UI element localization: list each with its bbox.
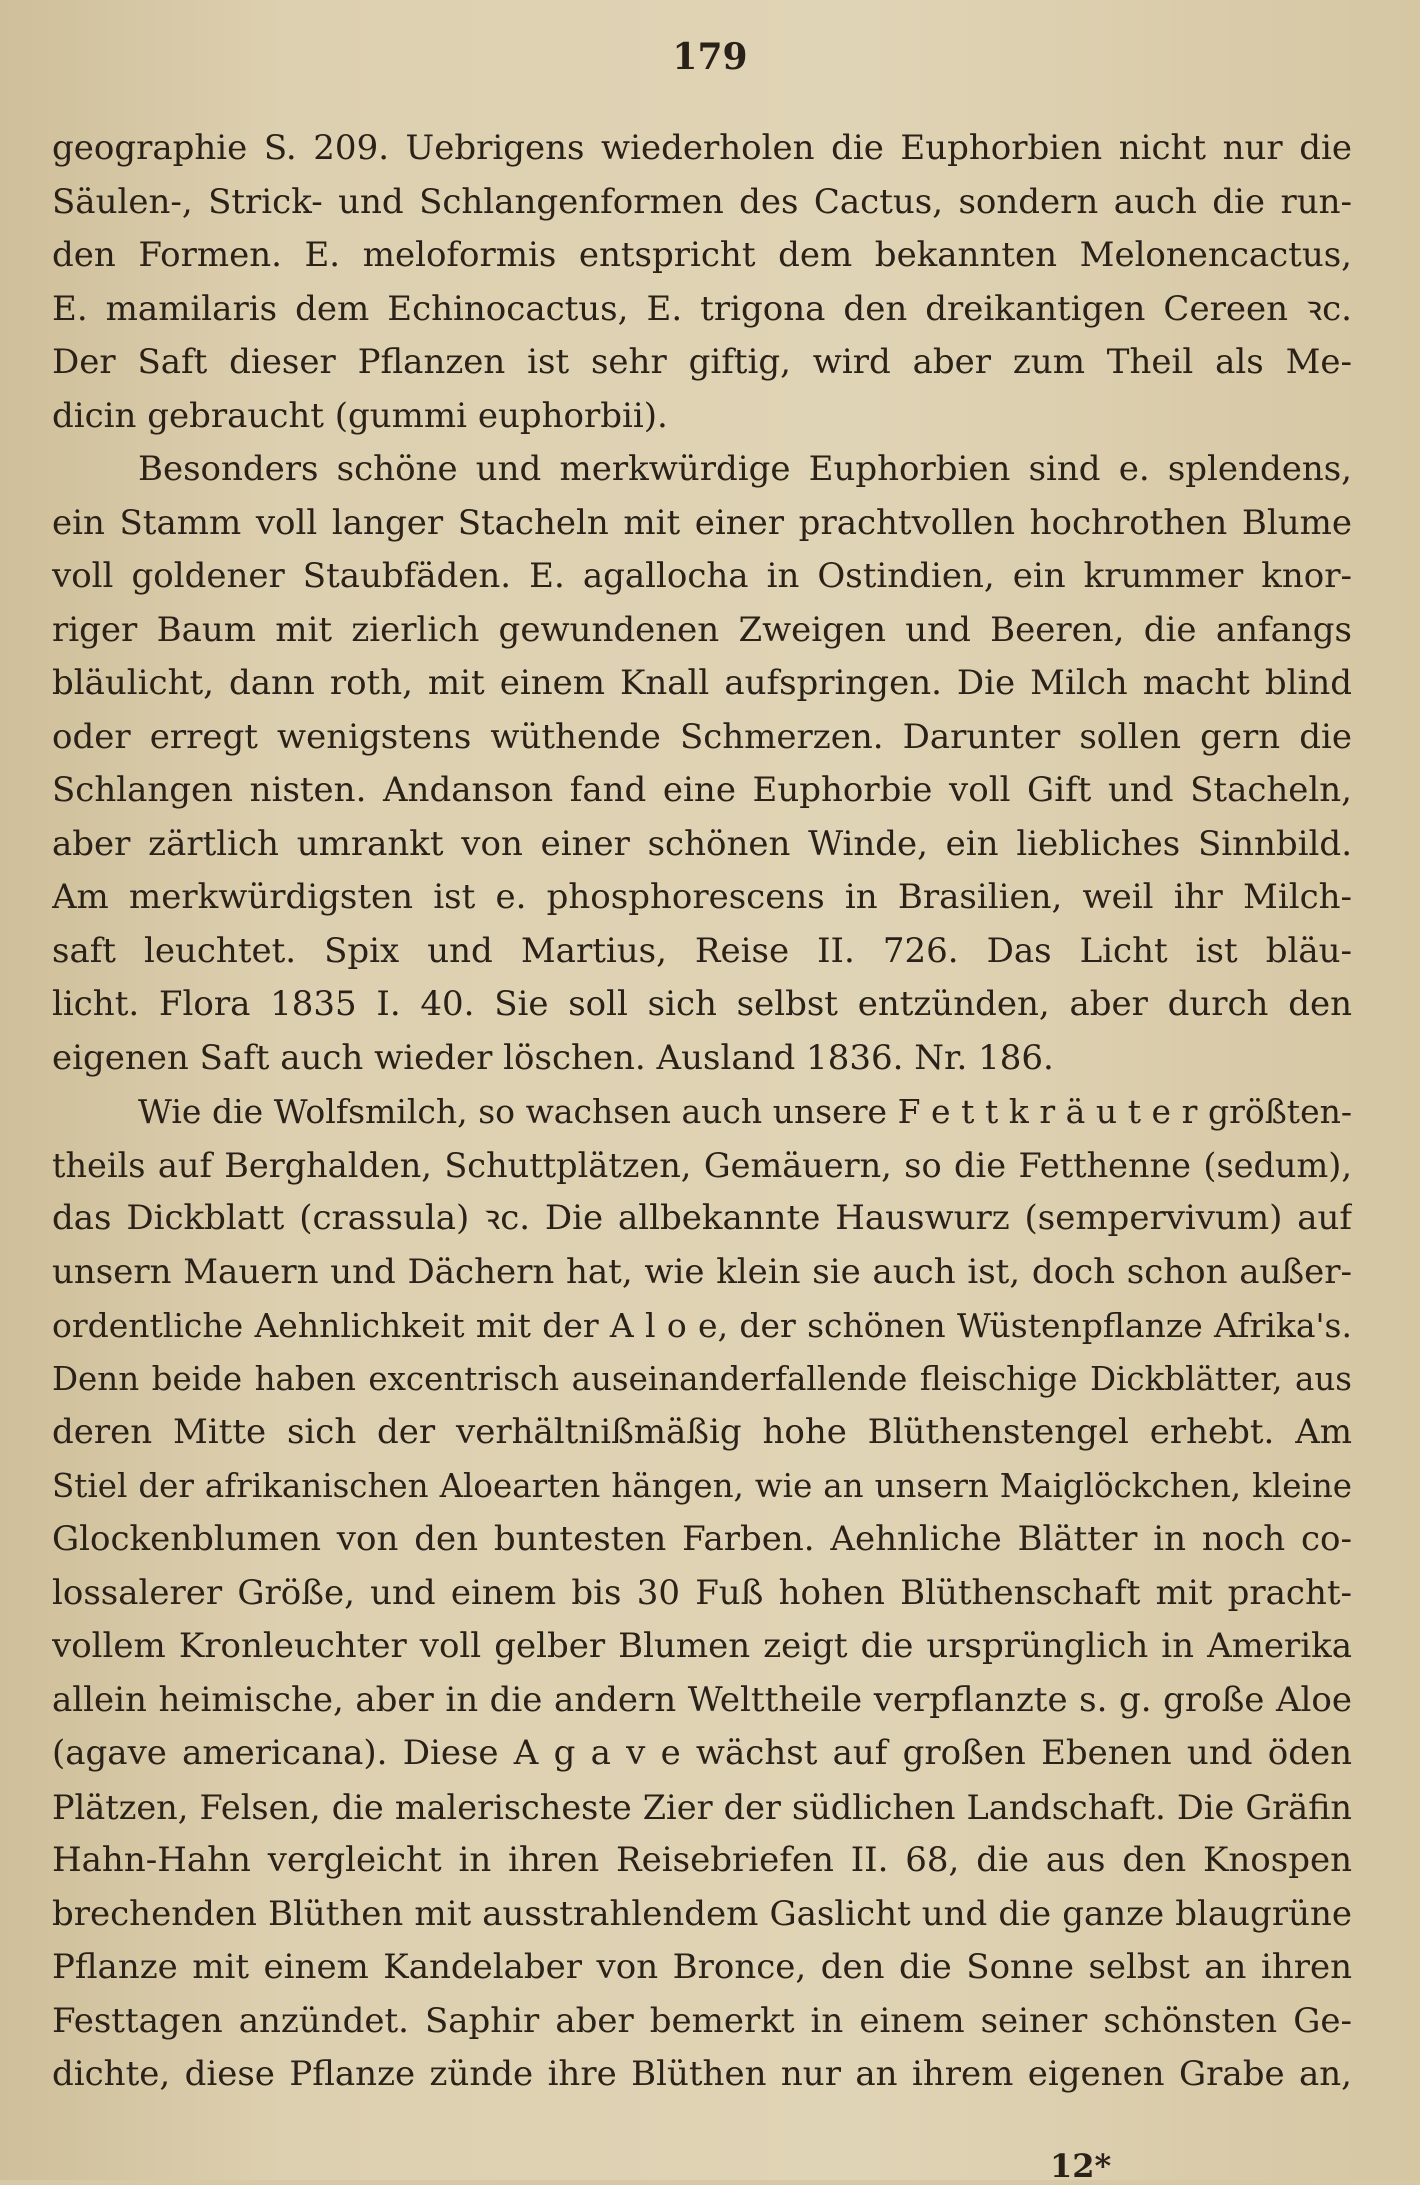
text-line: Der Saft dieser Pflanzen ist sehr giftig, wird aber zum Theil als Me-: [52, 342, 1352, 382]
text-line: (agave americana). Diese A g a v e wächst auf großen Ebenen und öden: [52, 1733, 1352, 1773]
text-line: dichte, diese Pflanze zünde ihre Blüthen nur an ihrem eigenen Grabe an,: [52, 2054, 1352, 2094]
text-line: voll goldener Staubfäden. E. agallocha in Ostindien, ein krummer knor-: [52, 556, 1352, 596]
page-number: 179: [672, 36, 748, 78]
text-line: Schlangen nisten. Andanson fand eine Euphorbie voll Gift und Stacheln,: [52, 770, 1352, 810]
text-line: Plätzen, Felsen, die malerischeste Zier der südlichen Landschaft. Die Gräfin: [52, 1787, 1352, 1827]
text-line: den Formen. E. meloformis entspricht dem bekannten Melonencactus,: [52, 235, 1352, 275]
text-line: Am merkwürdigsten ist e. phosphorescens in Brasilien, weil ihr Milch-: [52, 877, 1352, 917]
text-line: Säulen-, Strick- und Schlangenformen des Cactus, sondern auch die run-: [52, 181, 1352, 222]
text-line: saft leuchtet. Spix und Martius, Reise II. 726. Das Licht ist bläu-: [52, 930, 1352, 971]
text-line: ein Stamm voll langer Stacheln mit einer prachtvollen hochrothen Blume: [52, 502, 1352, 543]
text-line: Glockenblumen von den buntesten Farben. Aehnliche Blätter in noch co-: [52, 1519, 1352, 1559]
text-line: geographie S. 209. Uebrigens wiederholen die Euphorbien nicht nur die: [52, 128, 1352, 168]
text-line: Hahn-Hahn vergleicht in ihren Reisebriefen II. 68, die aus den Knospen: [52, 1840, 1352, 1880]
text-line: brechenden Blüthen mit ausstrahlendem Gaslicht und die ganze blaugrüne: [52, 1893, 1352, 1934]
text-line: lossalerer Größe, und einem bis 30 Fuß hohen Blüthenschaft mit pracht-: [52, 1572, 1352, 1613]
text-line: aber zärtlich umrankt von einer schönen Winde, ein liebliches Sinnbild.: [52, 823, 1352, 864]
text-line: Pflanze mit einem Kandelaber von Bronce, den die Sonne selbst an ihren: [52, 1947, 1352, 1987]
text-line: das Dickblatt (crassula) ꝛc. Die allbekannte Hauswurz (sempervivum) auf: [52, 1198, 1352, 1238]
text-line: eigenen Saft auch wieder löschen. Ausland 1836. Nr. 186.: [52, 1037, 1054, 1078]
signature-mark: 12*: [1050, 2147, 1112, 2185]
text-line: unsern Mauern und Dächern hat, wie klein sie auch ist, doch schon außer-: [52, 1251, 1352, 1292]
text-line: dicin gebraucht (gummi euphorbii).: [52, 395, 668, 436]
text-line: Festtagen anzündet. Saphir aber bemerkt in einem seiner schönsten Ge-: [52, 2000, 1352, 2041]
text-line: licht. Flora 1835 I. 40. Sie soll sich selbst entzünden, aber durch den: [52, 984, 1352, 1024]
text-line: bläulicht, dann roth, mit einem Knall aufspringen. Die Milch macht blind: [52, 663, 1352, 703]
text-line: oder erregt wenigstens wüthende Schmerzen. Darunter sollen gern die: [52, 716, 1352, 757]
text-line: Besonders schöne und merkwürdige Euphorbien sind e. splendens,: [138, 449, 1352, 489]
text-line: Wie die Wolfsmilch, so wachsen auch unsere F e t t k r ä u t e r größten-: [138, 1092, 1352, 1131]
text-line: theils auf Berghalden, Schuttplätzen, Gemäuern, so die Fetthenne (sedum),: [52, 1145, 1352, 1185]
text-line: riger Baum mit zierlich gewundenen Zweigen und Beeren, die anfangs: [52, 609, 1352, 650]
text-line: Denn beide haben excentrisch auseinanderfallende fleischige Dickblätter, aus: [52, 1359, 1352, 1398]
text-line: allein heimische, aber in die andern Welttheile verpflanzte s. g. große Aloe: [52, 1679, 1352, 1720]
text-line: vollem Kronleuchter voll gelber Blumen zeigt die ursprünglich in Amerika: [52, 1626, 1352, 1666]
text-line: ordentliche Aehnlichkeit mit der A l o e, der schönen Wüstenpflanze Afrika's.: [52, 1306, 1352, 1345]
body-text: [52, 122, 1352, 2102]
text-line: deren Mitte sich der verhältnißmäßig hohe Blüthenstengel erhebt. Am: [52, 1412, 1352, 1452]
text-line: E. mamilaris dem Echinocactus, E. trigona den dreikantigen Cereen ꝛc.: [52, 288, 1352, 329]
text-line: Stiel der afrikanischen Aloearten hängen, wie an unsern Maiglöckchen, kleine: [52, 1466, 1352, 1505]
